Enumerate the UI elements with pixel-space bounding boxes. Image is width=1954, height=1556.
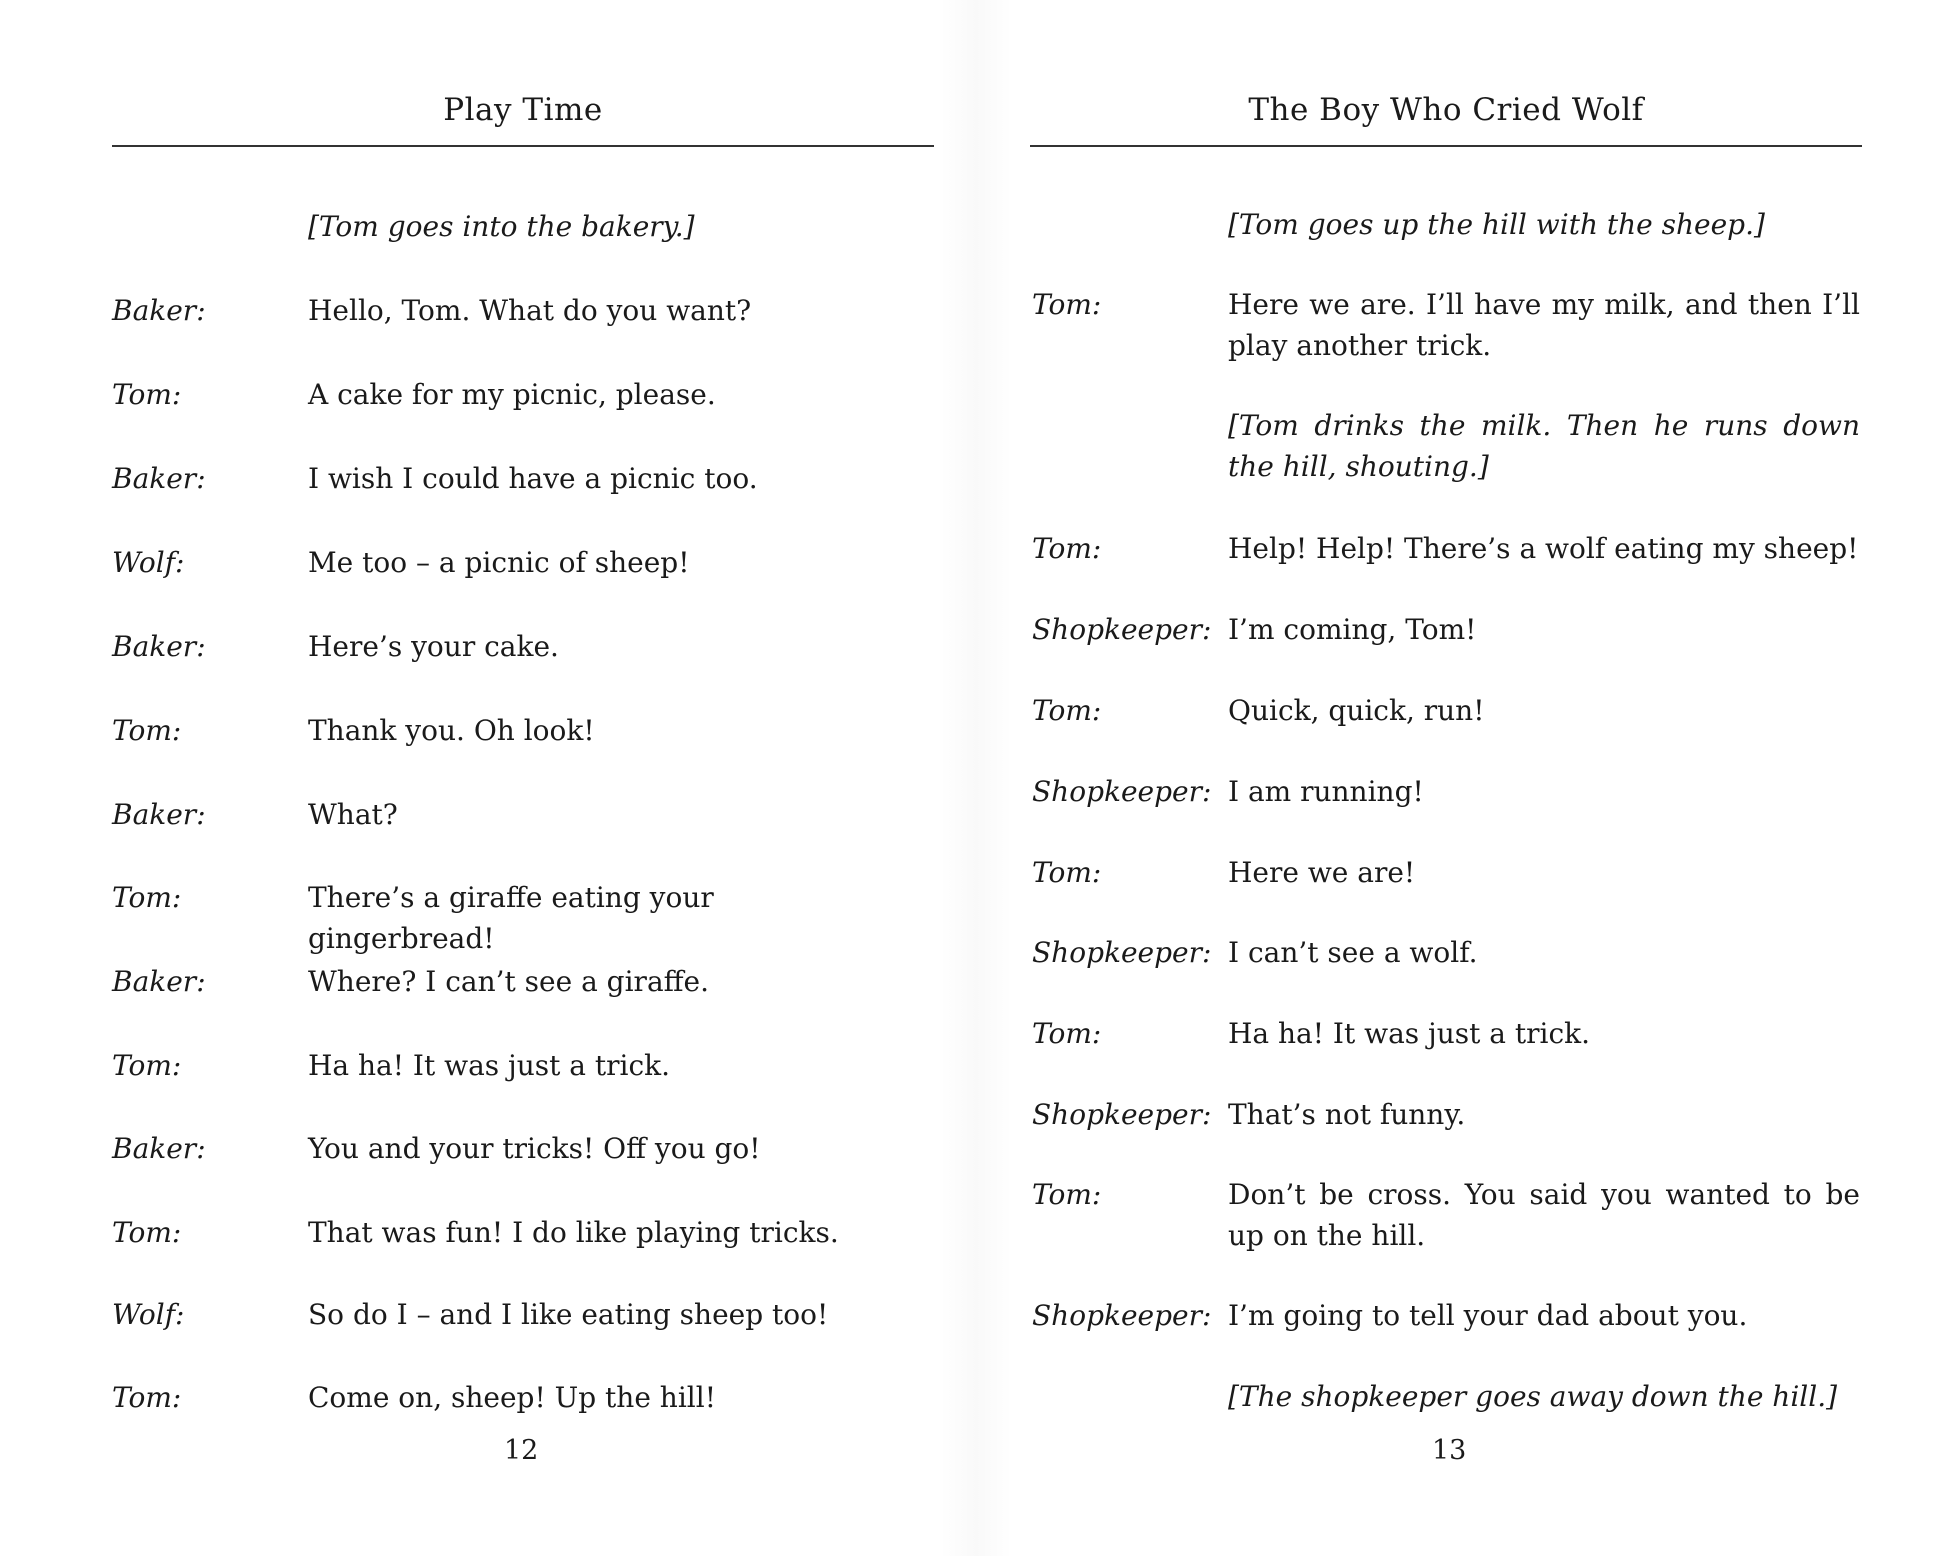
speaker-name: Tom: (112, 714, 182, 747)
speaker-name: Tom: (1032, 1178, 1102, 1211)
dialogue-line: So do I – and I like eating sheep too! (308, 1298, 829, 1331)
dialogue-line: I’m coming, Tom! (1228, 613, 1477, 646)
header-rule (112, 145, 934, 147)
dialogue-line: That’s not funny. (1228, 1098, 1466, 1131)
running-head: The Boy Who Cried Wolf (1248, 92, 1644, 128)
dialogue-line: Ha ha! It was just a trick. (308, 1049, 671, 1082)
dialogue-line: Help! Help! There’s a wolf eating my sheep! (1228, 532, 1859, 565)
dialogue-line: Don’t be cross. You said you wanted to be up on the hill. (1228, 1178, 1860, 1252)
speaker-name: Baker: (112, 462, 206, 495)
speaker-name: Baker: (112, 1132, 206, 1165)
header-rule (1030, 145, 1862, 147)
speaker-name: Shopkeeper: (1032, 936, 1212, 969)
stage-direction: [The shopkeeper goes away down the hill.] (1228, 1380, 1838, 1413)
dialogue-line: That was fun! I do like playing tricks. (308, 1216, 839, 1249)
speaker-name: Tom: (1032, 856, 1102, 889)
page-number: 13 (1432, 1435, 1467, 1466)
dialogue-line: I wish I could have a picnic too. (308, 462, 758, 495)
speaker-name: Baker: (112, 798, 206, 831)
speaker-name: Tom: (112, 1381, 182, 1414)
stage-direction: [Tom goes into the bakery.] (308, 210, 695, 243)
dialogue-line: Hello, Tom. What do you want? (308, 294, 752, 327)
speaker-name: Tom: (1032, 1017, 1102, 1050)
stage-direction: [Tom goes up the hill with the sheep.] (1228, 208, 1765, 241)
speaker-name: Shopkeeper: (1032, 613, 1212, 646)
dialogue-line: There’s a giraffe eating your gingerbread! (308, 881, 714, 955)
dialogue-line: I am running! (1228, 775, 1424, 808)
dialogue-line: Where? I can’t see a giraffe. (308, 965, 709, 998)
dialogue-line: Here’s your cake. (308, 630, 559, 663)
dialogue-line: Ha ha! It was just a trick. (1228, 1017, 1591, 1050)
speaker-name: Wolf: (112, 1298, 185, 1331)
dialogue-line: Thank you. Oh look! (308, 714, 595, 747)
speaker-name: Tom: (112, 1049, 182, 1082)
speaker-name: Tom: (1032, 532, 1102, 565)
dialogue-line: I can’t see a wolf. (1228, 936, 1478, 969)
dialogue-line: You and your tricks! Off you go! (308, 1132, 761, 1165)
speaker-name: Tom: (112, 378, 182, 411)
right-page (976, 0, 1954, 1556)
speaker-name: Tom: (112, 1216, 182, 1249)
speaker-name: Shopkeeper: (1032, 775, 1212, 808)
dialogue-line: Here we are. I’ll have my milk, and then I’ll play another trick. (1228, 288, 1860, 362)
dialogue-line: What? (308, 798, 398, 831)
speaker-name: Baker: (112, 630, 206, 663)
speaker-name: Shopkeeper: (1032, 1299, 1212, 1332)
speaker-name: Baker: (112, 294, 206, 327)
speaker-name: Tom: (112, 881, 182, 914)
running-head: Play Time (443, 92, 603, 128)
dialogue-line: Come on, sheep! Up the hill! (308, 1381, 716, 1414)
dialogue-line: A cake for my picnic, please. (308, 378, 716, 411)
speaker-name: Baker: (112, 965, 206, 998)
dialogue-line: Me too – a picnic of sheep! (308, 546, 690, 579)
left-page (0, 0, 976, 1556)
dialogue-line: Quick, quick, run! (1228, 694, 1485, 727)
speaker-name: Wolf: (112, 546, 185, 579)
speaker-name: Tom: (1032, 288, 1102, 321)
dialogue-line: I’m going to tell your dad about you. (1228, 1299, 1748, 1332)
stage-direction: [Tom drinks the milk. Then he runs down the hill, shouting.] (1228, 409, 1860, 483)
speaker-name: Tom: (1032, 694, 1102, 727)
page-number: 12 (504, 1435, 539, 1466)
speaker-name: Shopkeeper: (1032, 1098, 1212, 1131)
dialogue-line: Here we are! (1228, 856, 1416, 889)
